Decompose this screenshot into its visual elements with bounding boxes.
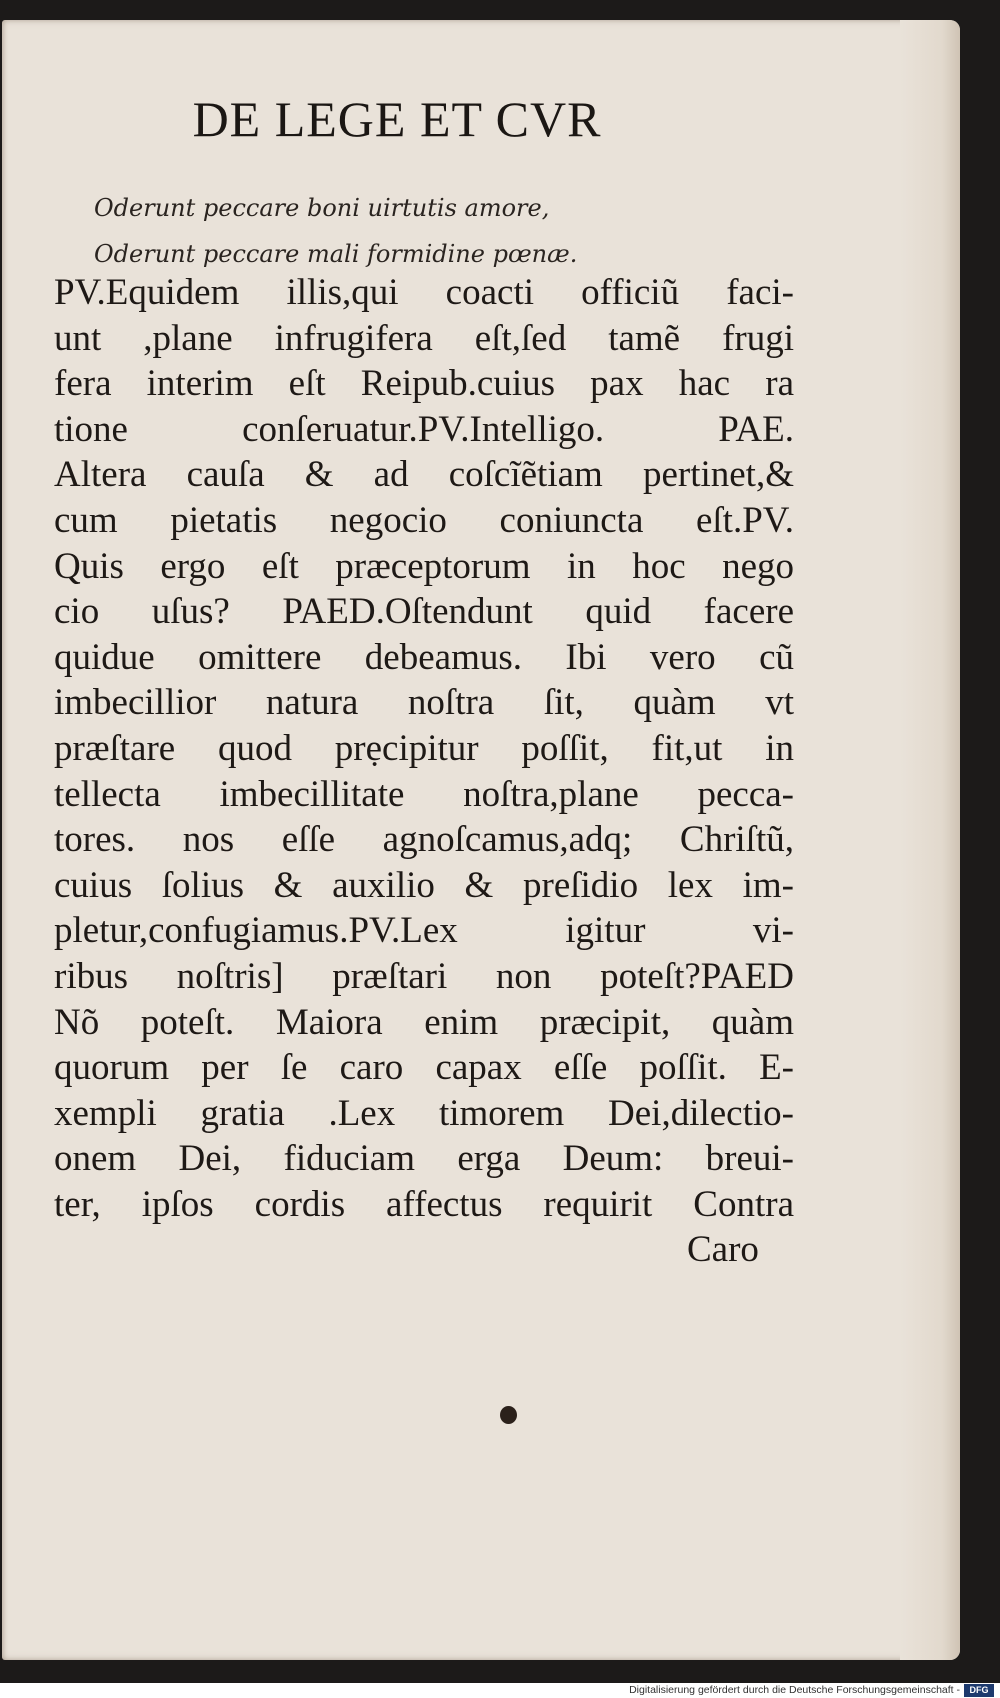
text-line: Altera cauſa & ad coſcĩẽtiam pertinet,& <box>54 454 794 496</box>
text-line: Nõ poteſt. Maiora enim præcipit, quàm <box>54 1001 794 1043</box>
verse-line: Oderunt peccare boni uirtutis amore, <box>94 194 550 222</box>
text-line: PV.Equidem illis,qui coacti officiũ faci- <box>54 272 794 313</box>
running-header: DE LEGE ET CVR <box>192 91 602 147</box>
text-line: cio uſus? PAED.Oſtendunt quid facere <box>54 591 794 633</box>
footer-credit: Digitalisierung gefördert durch die Deutsche Forschungsgemeinschaft - <box>629 1684 960 1696</box>
text-line: tellecta imbecillitate noſtra,plane pecca- <box>54 773 794 815</box>
book-page <box>2 20 960 1660</box>
footer-bar <box>0 1683 1000 1698</box>
text-line: Quis ergo eſt præceptorum in hoc nego <box>54 545 794 587</box>
text-line: onem Dei, fiduciam erga Deum: breui- <box>54 1138 794 1180</box>
text-line: tione conſeruatur.PV.Intelligo. PAE. <box>54 408 794 450</box>
text-line: pletur,confugiamus.PV.Lex igitur vi- <box>54 910 794 952</box>
dfg-logo: DFG <box>964 1684 994 1697</box>
text-line: quidue omittere debeamus. Ibi vero cũ <box>54 636 794 678</box>
page-edge-shadow <box>900 20 960 1660</box>
text-line: cuius ſolius & auxilio & preſidio lex im- <box>54 864 794 906</box>
ink-dot <box>500 1406 517 1424</box>
text-line: fera interim eſt Reipub.cuius pax hac ra <box>54 363 794 405</box>
text-line: imbecillior natura noſtra ſit, quàm vt <box>54 682 794 724</box>
text-line: ter, ipſos cordis affectus requirit Contra <box>54 1183 794 1225</box>
text-line: tores. nos eſſe agnoſcamus,adq; Chriſtũ, <box>54 819 794 861</box>
body-text <box>54 270 794 1227</box>
verse-line: Oderunt peccare mali formidine pœnæ. <box>94 240 578 268</box>
catchword: Caro <box>687 1229 759 1270</box>
verse-block <box>94 185 577 277</box>
text-line: xempli gratia .Lex timorem Dei,dilectio- <box>54 1092 794 1134</box>
text-line: quorum per ſe caro capax eſſe poſſit. E- <box>54 1047 794 1089</box>
text-line: præſtare quod prẹcipitur poſſit, fit,ut in <box>54 727 794 769</box>
text-line: ribus noſtris] præſtari non poteſt?PAED <box>54 955 794 997</box>
text-line: cum pietatis negocio coniuncta eſt.PV. <box>54 499 794 541</box>
text-line: unt ,plane infrugifera eſt,ſed tamẽ frugi <box>54 317 794 359</box>
